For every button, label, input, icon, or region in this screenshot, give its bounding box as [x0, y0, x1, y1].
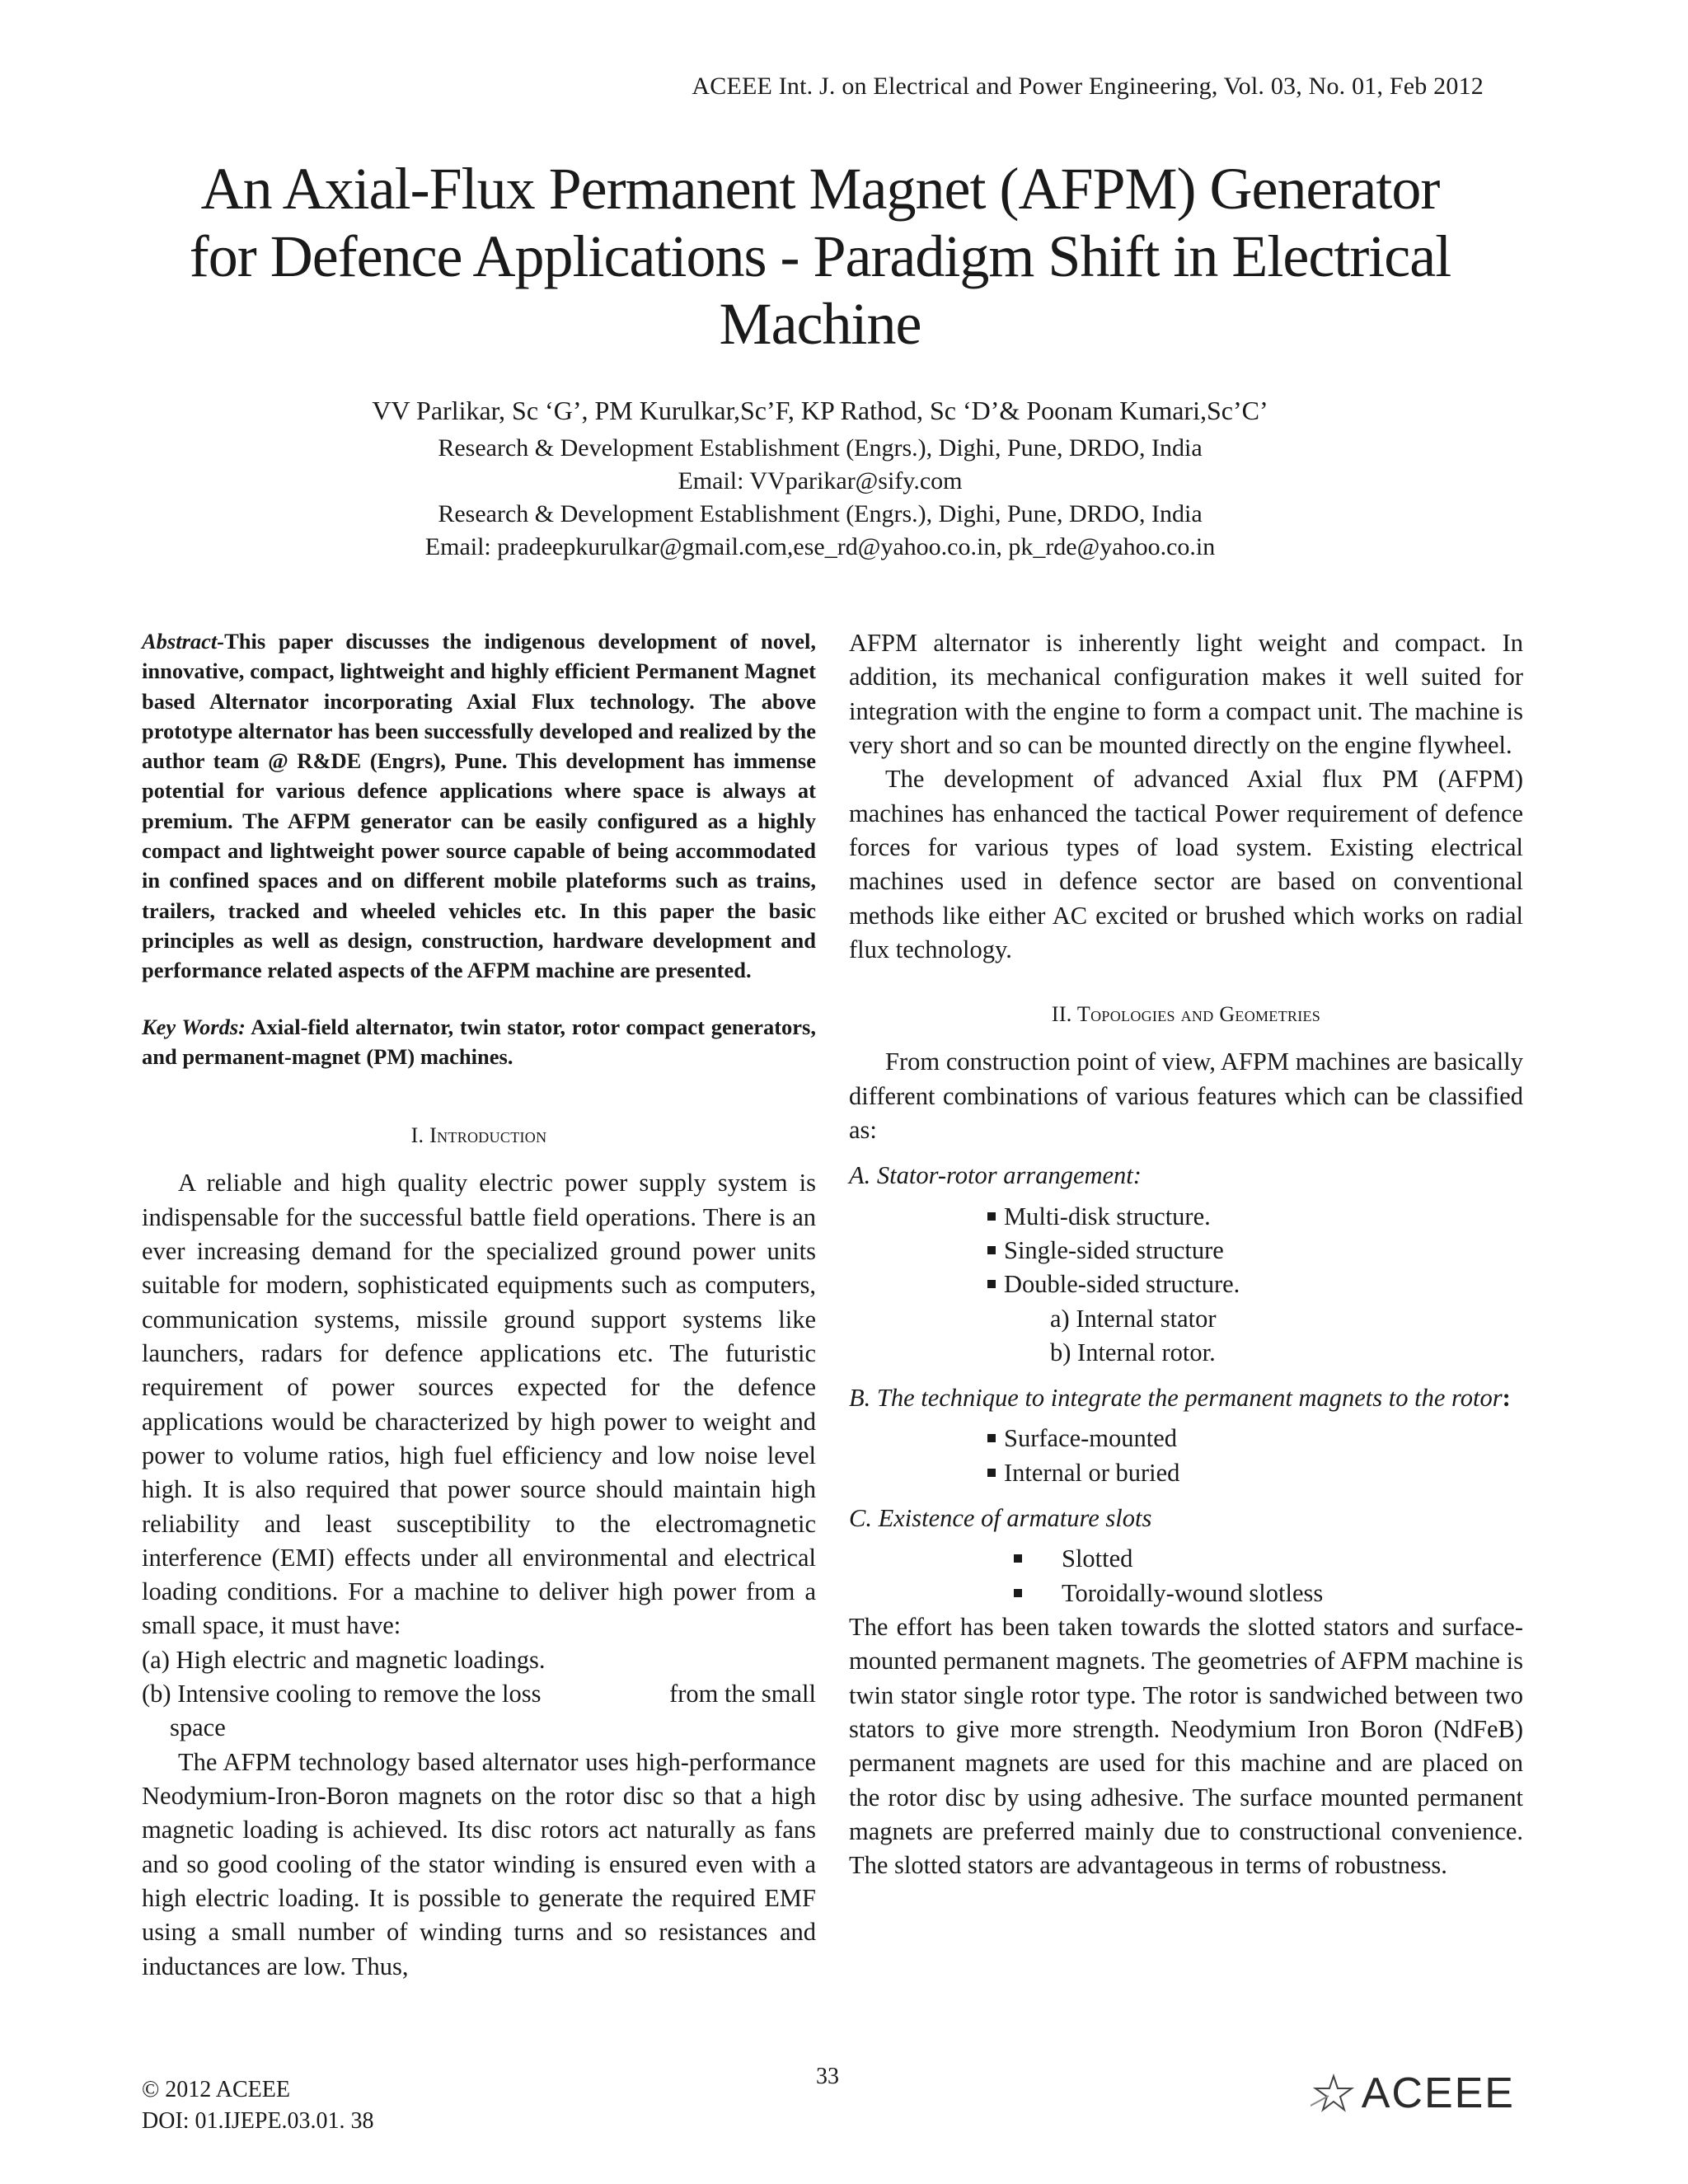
list-item-b-continued: space: [170, 1713, 226, 1742]
list-item-b: [142, 1677, 816, 1711]
keywords-text: Axial-field alternator, twin stator, rotor compact generators, and permanent-magnet (PM) machines.: [142, 1014, 816, 1069]
doi: DOI: 01.IJEPE.03.01. 38: [142, 2107, 374, 2134]
keywords-lead: Key Words:: [142, 1014, 246, 1039]
subheading-b-colon: :: [1502, 1384, 1511, 1413]
bullet-item: Multi-disk structure.: [987, 1200, 1523, 1234]
keywords: [142, 1012, 816, 1072]
bullet-item: Surface-mounted: [987, 1422, 1523, 1455]
subheading-b: [849, 1381, 1523, 1415]
paper-title: [124, 155, 1517, 358]
title-line-3: Machine: [719, 291, 921, 358]
logo-text: ACEEE: [1361, 2069, 1515, 2117]
topologies-intro: From construction point of view, AFPM machines are basically different combinations of various features which can be classified as:: [849, 1047, 1523, 1144]
sub-item-internal-stator: a) Internal stator: [1050, 1304, 1217, 1333]
abstract-text: This paper discusses the indigenous development of novel, innovative, compact, lightweight and highly efficient Permanent Magnet based Alternator incorporating Axial Flux technology. The above prototype alternator has been successfully developed and realized by the author team @ R&DE (Engrs), Pune. This development has immense potential for various defence applications where space is always at premium. The AFPM generator can be easily configured as a highly compact and lightweight power source capable of being accommodated in confined spaces and on different mobile plateforms such as trains, trailers, tracked and wheeled vehicles etc. In this paper the basic principles as well as design, construction, hardware development and performance related aspects of the AFPM machine are presented.: [142, 629, 816, 983]
bullet-item: [849, 1577, 1523, 1610]
email-2: Email: pradeepkurulkar@gmail.com,ese_rd@yahoo.co.in, pk_rde@yahoo.co.in: [424, 533, 1216, 560]
intro-paragraph-1: A reliable and high quality electric power supply system is indispensable for the successful battle field operations. There is an ever increasing demand for the specialized ground power units suitable for modern, sophisticated equipments such as computers, communication systems, missile ground support systems like launchers, radars for defence applications etc. The futuristic requirement of power sources expected for the defence applications would be characterized by high power to weight and power to volume ratios, high fuel efficiency and low noise level high. It is also required that power source should maintain high reliability and least susceptibility to the electromagnetic interference (EMI) effects under all environmental and electrical loading conditions. For a machine to deliver high power from a small space, it must have:: [142, 1169, 816, 1640]
bullet-item: Double-sided structure.: [987, 1268, 1523, 1301]
bullet-item: Single-sided structure: [987, 1234, 1523, 1268]
abstract: [142, 626, 816, 986]
star-logo-icon: [1311, 2073, 1357, 2114]
subheading-a: A. Stator-rotor arrangement:: [849, 1161, 1142, 1190]
bullet-item-text: Slotted: [1062, 1544, 1133, 1573]
bullet-item-text: Toroidally-wound slotless: [1062, 1578, 1324, 1607]
topologies-conclusion: The effort has been taken towards the slotted stators and surface-mounted permanent magnets. The geometries of AFPM machine is twin stator single rotor type. The rotor is sandwiched between two stators to give more strength. Neodymium Iron Boron (NdFeB) permanent magnets are used for this machine and are placed on the rotor disc by using adhesive. The surface mounted permanent magnets are preferred mainly due to constructional convenience. The slotted stators are advantageous in terms of robustness.: [849, 1613, 1523, 1880]
title-line-1: An Axial-Flux Permanent Magnet (AFPM) Generator: [200, 156, 1440, 222]
list-magnet-integration: [849, 1422, 1523, 1490]
abstract-lead: Abstract-: [142, 629, 225, 654]
right-paragraph-2: The development of advanced Axial flux PM (AFPM) machines has enhanced the tactical Power requirement of defence forces for various types of load system. Existing electrical machines used in defence sector are based on conventional methods like either AC excited or brushed which works on radial flux technology.: [849, 765, 1523, 963]
copyright: © 2012 ACEEE: [142, 2077, 290, 2102]
section-heading-topologies: II. Topologies and Geometries: [1051, 1002, 1321, 1027]
left-column: [142, 626, 816, 1984]
list-item-b-text-right: from the small: [669, 1680, 816, 1708]
affiliation-1: Research & Development Establishment (Engrs.), Dighi, Pune, DRDO, India: [438, 434, 1203, 462]
journal-header: ACEEE Int. J. on Electrical and Power Engineering, Vol. 03, No. 01, Feb 2012: [692, 73, 1484, 100]
subheading-b-text: B. The technique to integrate the permanent magnets to the rotor: [849, 1384, 1503, 1413]
subheading-c: C. Existence of armature slots: [849, 1504, 1152, 1533]
footer-left: [142, 2074, 374, 2137]
bullet-item: Internal or buried: [987, 1456, 1523, 1490]
author-list: VV Parlikar, Sc ‘G’, PM Kurulkar,Sc’F, KP Rathod, Sc ‘D’& Poonam Kumari,Sc’C’: [372, 396, 1268, 425]
right-paragraph-1: AFPM alternator is inherently light weight and compact. In addition, its mechanical configuration makes it well suited for integration with the engine to form a compact unit. The machine is very short and so can be mounted directly on the engine flywheel.: [849, 629, 1523, 759]
section-heading-introduction: I. Introduction: [410, 1123, 547, 1148]
sub-item-internal-rotor: b) Internal rotor.: [1050, 1338, 1216, 1366]
email-1: Email: VVparikar@sify.com: [678, 467, 963, 494]
list-item-b-text: (b) Intensive cooling to remove the loss: [142, 1680, 542, 1708]
right-column: [849, 626, 1523, 1883]
list-item-a: (a) High electric and magnetic loadings.: [142, 1645, 546, 1674]
page-number: 33: [816, 2064, 839, 2089]
publisher-logo: [1311, 2069, 1515, 2118]
list-stator-rotor: [849, 1200, 1523, 1302]
title-line-2: for Defence Applications - Paradigm Shift in Electrical: [189, 223, 1451, 290]
affiliation-2: Research & Development Establishment (Engrs.), Dighi, Pune, DRDO, India: [438, 500, 1203, 527]
intro-paragraph-2: The AFPM technology based alternator uses high-performance Neodymium-Iron-Boron magnets on the rotor disc so that a high magnetic loading is achieved. Its disc rotors act naturally as fans and so good cooling of the stator winding is ensured even with a high electric loading. It is possible to generate the required EMF using a small number of winding turns and so resistances and inductances are low. Thus,: [142, 1747, 816, 1980]
bullet-item: [849, 1542, 1523, 1576]
list-armature-slots: [849, 1542, 1523, 1610]
